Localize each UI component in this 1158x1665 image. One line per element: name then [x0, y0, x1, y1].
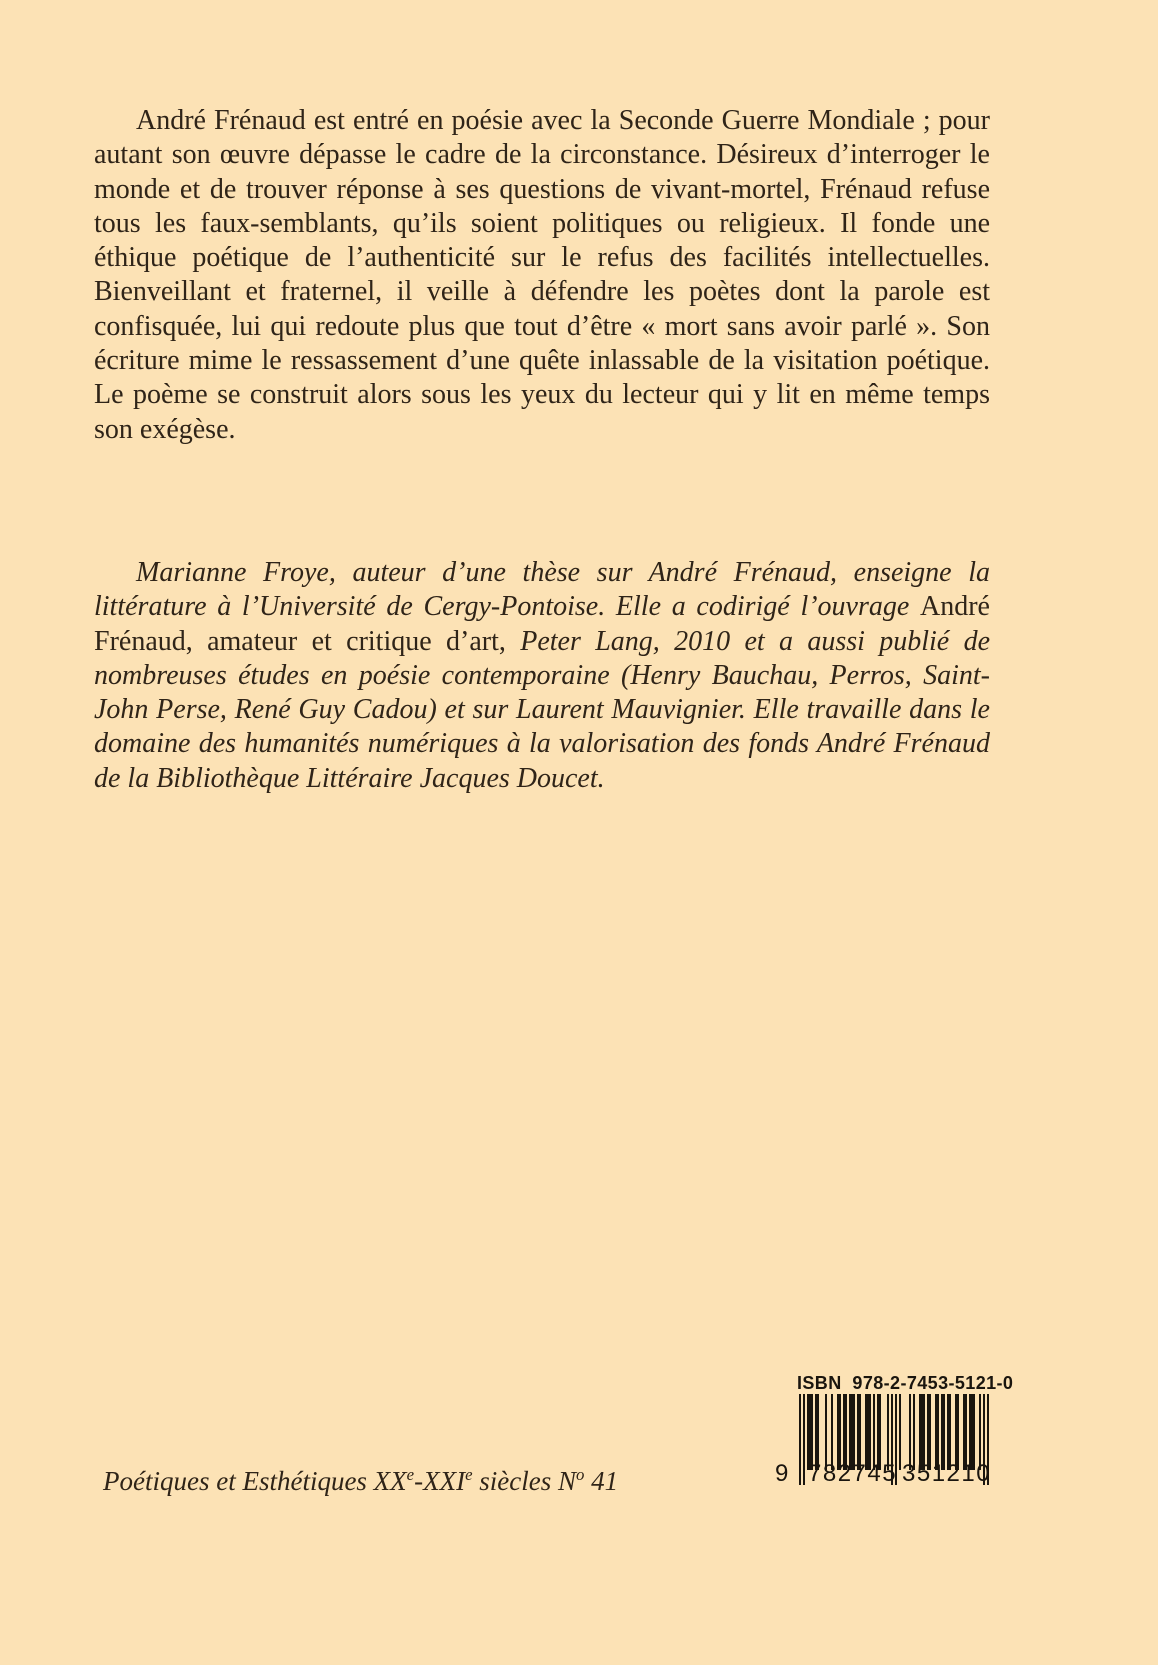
- bio-paragraph: [94, 556, 990, 796]
- series-part3: siècles N: [472, 1466, 576, 1496]
- bio-text-italic-2: Peter Lang, 2010 et a aussi publié de nombreuses études en poésie contemporaine (Henry Bauchau, Perros, Saint-John Perse, René Guy Cadou) et sur Laurent Mauvignier. Elle travaille dans le domaine des humanités numériques à la valorisation des fonds André Frénaud de la Bibliothèque Littéraire Jacques Doucet.: [94, 625, 991, 794]
- ean-digits-right-group: 351210: [902, 1460, 992, 1487]
- ean-digits-left-group: 782745: [808, 1460, 898, 1487]
- series-sup1: e: [406, 1465, 415, 1484]
- isbn-label: ISBN 978-2-7453-5121-0: [797, 1373, 1014, 1393]
- series-title: [103, 1466, 618, 1497]
- bio-text-italic-1: Marianne Froye, auteur d’une thèse sur André Frénaud, enseigne la littérature à l’Université de Cergy-Pontoise. Elle a codirigé l’ouvrage: [94, 557, 990, 623]
- ean-digit-first: 9: [775, 1460, 790, 1487]
- ean-barcode: [775, 1394, 992, 1487]
- series-part1: Poétiques et Esthétiques XX: [103, 1466, 407, 1496]
- bio-book-title: André Frénaud, amateur et critique d’art,: [94, 591, 990, 657]
- series-part2: -XXI: [414, 1466, 466, 1496]
- series-part4: 41: [584, 1466, 619, 1496]
- summary-paragraph: André Frénaud est entré en poésie avec la Seconde Guerre Mondiale ; pour autant son œuvre dépasse le cadre de la circonstance. Désireux d’interroger le monde et de trouver réponse à ses questions de vivant-mortel, Frénaud refuse tous les faux-semblants, qu’ils soient politiques ou religieux. Il fonde une éthique poétique de l’authenticité sur le refus des facilités intellectuelles. Bienveillant et fraternel, il veille à défendre les poètes dont la parole est confisquée, lui qui redoute plus que tout d’être « mort sans avoir parlé ». Son écriture mime le ressassement d’une quête inlassable de la visitation poétique. Le poème se construit alors sous les yeux du lecteur qui y lit en même temps son exégèse.: [94, 105, 990, 445]
- series-sup3: o: [576, 1465, 585, 1484]
- series-sup2: e: [465, 1465, 473, 1484]
